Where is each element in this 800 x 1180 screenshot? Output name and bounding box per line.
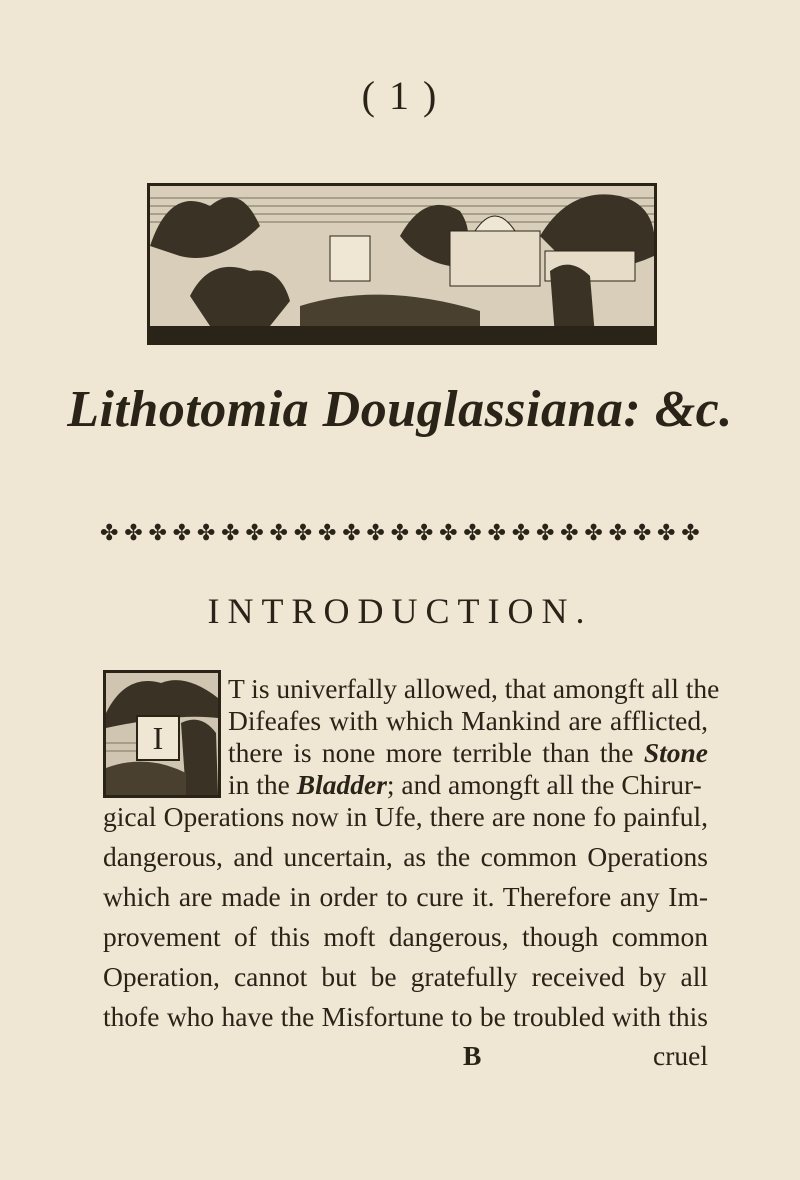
text-line: T is univerfally allowed, that amongft all the <box>228 673 720 704</box>
text-line: Difeafes with which Mankind are afflicted, <box>228 705 708 736</box>
ornament-icon: ✤ <box>632 520 652 545</box>
emphasis-bladder: Bladder <box>296 769 387 800</box>
signature-mark: B <box>463 1040 482 1071</box>
ornament-icon: ✤ <box>511 520 531 545</box>
ornament-icon: ✤ <box>608 520 628 545</box>
text-line <box>228 768 708 802</box>
ornament-icon: ✤ <box>560 520 579 545</box>
text-line: dangerous, and uncertain, as the common Operations <box>103 841 708 872</box>
ornament-icon: ✤ <box>293 520 313 545</box>
ornament-icon: ✤ <box>221 520 240 545</box>
emphasis-stone: Stone <box>643 737 709 768</box>
text-fragment: in the <box>228 769 290 800</box>
ornament-icon: ✤ <box>463 520 482 545</box>
text-line: gical Operations now in Ufe, there are none fo painful, <box>103 801 708 832</box>
ornament-icon: ✤ <box>439 520 458 545</box>
section-heading: INTRODUCTION. <box>207 591 593 631</box>
text-fragment: there is none more terrible than the <box>228 737 634 768</box>
ornament-icon: ✤ <box>414 520 434 545</box>
text-line: provement of this moft dangerous, though common <box>103 921 708 952</box>
book-title: Lithotomia Douglassiana: &c. <box>67 381 733 438</box>
ornament-icon: ✤ <box>681 520 700 545</box>
drop-cap-letter: I <box>136 715 180 761</box>
catchword: cruel <box>653 1040 708 1071</box>
ornament-icon: ✤ <box>317 520 337 545</box>
ornament-icon: ✤ <box>584 520 603 545</box>
ornament-icon: ✤ <box>269 520 288 545</box>
ornament-icon: ✤ <box>245 520 264 545</box>
ornament-icon: ✤ <box>487 520 506 545</box>
ornament-icon: ✤ <box>172 520 192 545</box>
ornament-icon: ✤ <box>100 520 119 545</box>
ornament-icon: ✤ <box>657 520 676 545</box>
text-line: Operation, cannot but be gratefully received by all <box>103 961 708 992</box>
text-line: which are made in order to cure it. Therefore any Im- <box>103 881 708 912</box>
ornament-icon: ✤ <box>366 520 385 545</box>
page-number: ( 1 ) <box>361 73 439 118</box>
ornament-rule <box>100 520 700 546</box>
ornament-icon: ✤ <box>535 520 555 545</box>
ornament-icon: ✤ <box>390 520 410 545</box>
drop-cap <box>103 670 221 798</box>
text-line <box>228 736 708 770</box>
text-fragment: ; and amongft all the Chirur- <box>386 769 702 800</box>
headpiece-illustration <box>150 186 654 342</box>
ornament-icon: ✤ <box>196 520 216 545</box>
text-line: thofe who have the Misfortune to be troubled with this <box>103 1001 708 1032</box>
ornament-icon: ✤ <box>124 520 143 545</box>
headpiece-engraving <box>147 183 657 345</box>
ornament-icon: ✤ <box>148 520 167 545</box>
ornament-icon: ✤ <box>342 520 361 545</box>
